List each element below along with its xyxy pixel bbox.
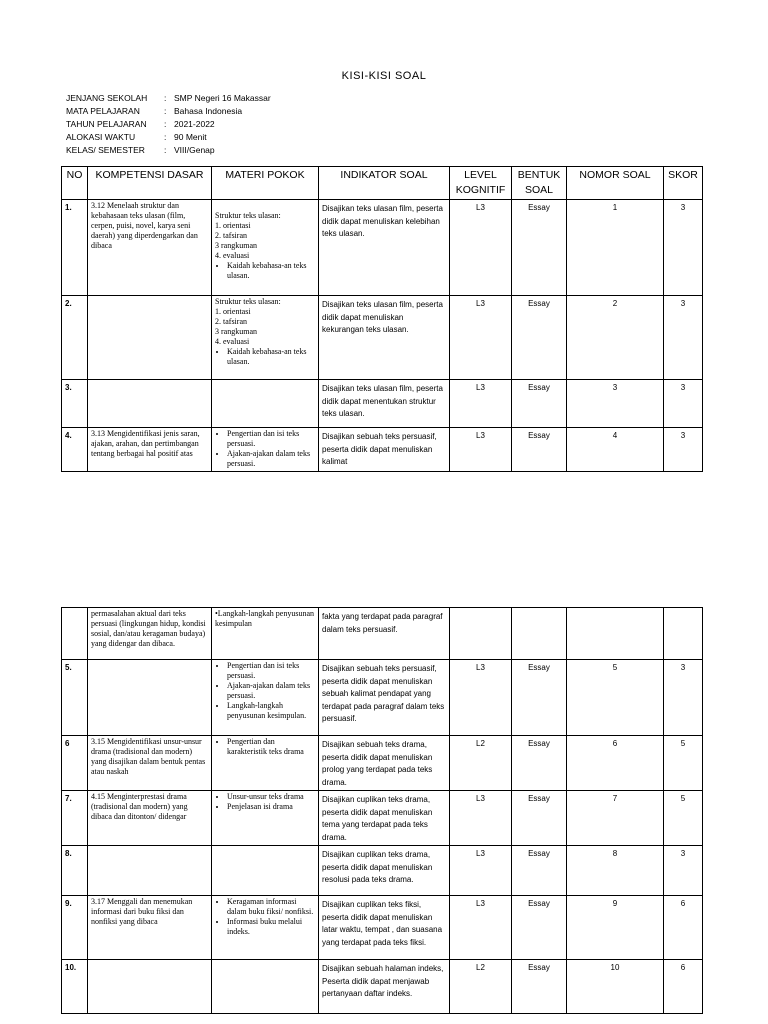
materi-bullet-list xyxy=(215,737,315,757)
materi-bullet: • Ajakan-ajakan dalam teks persuasi. xyxy=(227,681,315,701)
meta-value: VIII/Genap xyxy=(174,145,215,155)
table-row xyxy=(62,428,703,472)
cell-skor: 3 xyxy=(664,846,703,896)
table-row xyxy=(62,660,703,736)
materi-bullet: • Keragaman informasi dalam buku fiksi/ nonfiksi. xyxy=(227,897,315,917)
cell-level-kognitif: L3 xyxy=(450,896,512,960)
cell-indikator-soal: Disajikan sebuah teks persuasif, peserta didik dapat menuliskan kalimat xyxy=(319,428,450,472)
cell-skor: 3 xyxy=(664,428,703,472)
cell-nomor-soal: 10 xyxy=(567,960,664,1014)
header-bentuk-soal: BENTUK SOAL xyxy=(512,167,567,200)
cell-no: 4. xyxy=(62,428,88,472)
table-row xyxy=(62,846,703,896)
cell-no: 6 xyxy=(62,736,88,791)
cell-skor: 3 xyxy=(664,200,703,296)
meta-row xyxy=(66,105,271,118)
cell-materi-pokok xyxy=(212,380,319,428)
cell-kompetensi-dasar xyxy=(88,960,212,1014)
cell-bentuk-soal: Essay xyxy=(512,428,567,472)
kompetensi-dasar-text: 3.17 Menggali dan menemukan informasi dari buku fiksi dan nonfiksi yang dibaca xyxy=(91,897,193,926)
materi-heading: Struktur teks ulasan: xyxy=(215,297,281,306)
cell-level-kognitif: L3 xyxy=(450,380,512,428)
kompetensi-dasar-text: permasalahan aktual dari teks persuasi (lingkungan hidup, kondisi sosial, dan/atau keragaman budaya) yang didengar dan dibaca. xyxy=(91,609,206,648)
cell-kompetensi-dasar xyxy=(88,791,212,846)
materi-bullet-list xyxy=(215,261,315,281)
meta-label: TAHUN PELAJARAN xyxy=(66,119,147,129)
cell-kompetensi-dasar xyxy=(88,846,212,896)
header-no: NO xyxy=(62,167,88,200)
cell-bentuk-soal: Essay xyxy=(512,846,567,896)
cell-level-kognitif: L3 xyxy=(450,296,512,380)
materi-bullet-list xyxy=(215,792,315,812)
cell-nomor-soal: 6 xyxy=(567,736,664,791)
cell-materi-pokok xyxy=(212,896,319,960)
materi-bullet: • Pengertian dan karakteristik teks drama xyxy=(227,737,315,757)
cell-no: 3. xyxy=(62,380,88,428)
cell-bentuk-soal: Essay xyxy=(512,960,567,1014)
kompetensi-dasar-text: 3.15 Mengidentifikasi unsur-unsur drama (tradisional dan modern) yang disajikan dalam bentuk pentas atau naskah xyxy=(91,737,206,776)
cell-indikator-soal: Disajikan cuplikan teks drama, peserta didik dapat menuliskan tema yang terdapat pada teks drama. xyxy=(319,791,450,846)
kompetensi-dasar-text: 3.12 Menelaah struktur dan kebahasaan teks ulasan (film, cerpen, puisi, novel, karya seni daerah) yang diperdengarkan dan dibaca xyxy=(91,201,198,250)
cell-materi-pokok xyxy=(212,608,319,660)
cell-no: 8. xyxy=(62,846,88,896)
cell-skor: 6 xyxy=(664,960,703,1014)
header-level-kognitif: LEVEL KOGNITIF xyxy=(450,167,512,200)
meta-colon: : xyxy=(164,106,167,116)
cell-materi-pokok xyxy=(212,960,319,1014)
table-row xyxy=(62,200,703,296)
cell-skor: 6 xyxy=(664,896,703,960)
meta-label: ALOKASI WAKTU xyxy=(66,132,136,142)
header-nomor-soal: NOMOR SOAL xyxy=(567,167,664,200)
meta-row xyxy=(66,92,271,105)
cell-level-kognitif: L3 xyxy=(450,791,512,846)
meta-value: 2021-2022 xyxy=(174,119,215,129)
cell-level-kognitif xyxy=(450,608,512,660)
cell-nomor-soal xyxy=(567,608,664,660)
table-row xyxy=(62,608,703,660)
cell-no: 9. xyxy=(62,896,88,960)
cell-indikator-soal: Disajikan cuplikan teks fiksi, peserta didik dapat menuliskan latar waktu, tempat , dan suasana yang terdapat pada teks fiksi. xyxy=(319,896,450,960)
materi-bullet: • Ajakan-ajakan dalam teks persuasi. xyxy=(227,449,315,469)
meta-colon: : xyxy=(164,145,167,155)
materi-heading: Struktur teks ulasan: xyxy=(215,211,281,220)
cell-materi-pokok xyxy=(212,791,319,846)
materi-bullet: • Informasi buku melalui indeks. xyxy=(227,917,315,937)
cell-skor: 3 xyxy=(664,296,703,380)
cell-materi-pokok xyxy=(212,428,319,472)
kisi-kisi-table-page-1 xyxy=(61,166,703,472)
header-skor: SKOR xyxy=(664,167,703,200)
materi-line: 4. evaluasi xyxy=(215,337,250,346)
meta-label: JENJANG SEKOLAH xyxy=(66,93,148,103)
table-row xyxy=(62,380,703,428)
meta-colon: : xyxy=(164,119,167,129)
cell-bentuk-soal: Essay xyxy=(512,896,567,960)
cell-level-kognitif: L3 xyxy=(450,200,512,296)
kisi-kisi-table-page-2 xyxy=(61,607,703,1014)
materi-line: 3 rangkuman xyxy=(215,327,257,336)
cell-level-kognitif: L2 xyxy=(450,960,512,1014)
cell-level-kognitif: L3 xyxy=(450,846,512,896)
materi-bullet-list xyxy=(215,661,315,721)
cell-indikator-soal: Disajikan sebuah teks persuasif, peserta didik dapat menuliskan sebuah kalimat pendapat yang terdapat pada paragraf dalam teks persuasif. xyxy=(319,660,450,736)
cell-indikator-soal: Disajikan teks ulasan film, peserta didik dapat menuliskan kekurangan teks ulasan. xyxy=(319,296,450,380)
cell-kompetensi-dasar xyxy=(88,296,212,380)
materi-line: 2. tafsiran xyxy=(215,317,247,326)
cell-nomor-soal: 3 xyxy=(567,380,664,428)
kompetensi-dasar-text: 3.13 Mengidentifikasi jenis saran, ajakan, arahan, dan pertimbangan tentang berbagai hal positif atas xyxy=(91,429,200,458)
materi-line: 1. orientasi xyxy=(215,307,251,316)
cell-bentuk-soal: Essay xyxy=(512,296,567,380)
cell-level-kognitif: L2 xyxy=(450,736,512,791)
page-title: KISI-KISI SOAL xyxy=(341,70,427,82)
table-row xyxy=(62,960,703,1014)
meta-value: Bahasa Indonesia xyxy=(174,106,243,116)
cell-kompetensi-dasar xyxy=(88,736,212,791)
cell-kompetensi-dasar xyxy=(88,380,212,428)
materi-bullet: • Kaidah kebahasa-an teks ulasan. xyxy=(227,347,315,367)
cell-materi-pokok xyxy=(212,200,319,296)
cell-bentuk-soal: Essay xyxy=(512,660,567,736)
materi-bullet: • Langkah-langkah penyusunan kesimpulan. xyxy=(227,701,315,721)
cell-skor: 5 xyxy=(664,791,703,846)
cell-indikator-soal: Disajikan teks ulasan film, peserta didik dapat menentukan struktur teks ulasan. xyxy=(319,380,450,428)
materi-bullet: • Pengertian dan isi teks persuasi. xyxy=(227,661,315,681)
cell-bentuk-soal xyxy=(512,608,567,660)
document-meta xyxy=(66,92,271,157)
kompetensi-dasar-text: 4.15 Menginterprestasi drama (tradisional dan modern) yang dibaca dan ditonton/ didengar xyxy=(91,792,188,821)
table-row xyxy=(62,296,703,380)
cell-indikator-soal: Disajikan sebuah teks drama, peserta didik dapat menuliskan prolog yang terdapat pada teks drama. xyxy=(319,736,450,791)
cell-no xyxy=(62,608,88,660)
cell-no: 5. xyxy=(62,660,88,736)
table-row xyxy=(62,791,703,846)
cell-no: 7. xyxy=(62,791,88,846)
header-kompetensi-dasar: KOMPETENSI DASAR xyxy=(88,167,212,200)
cell-bentuk-soal: Essay xyxy=(512,200,567,296)
cell-indikator-soal: Disajikan teks ulasan film, peserta didik dapat menuliskan kelebihan teks ulasan. xyxy=(319,200,450,296)
cell-materi-pokok xyxy=(212,846,319,896)
materi-bullet-list xyxy=(215,429,315,469)
materi-bullet-list xyxy=(215,897,315,937)
cell-nomor-soal: 4 xyxy=(567,428,664,472)
cell-bentuk-soal: Essay xyxy=(512,736,567,791)
cell-skor: 3 xyxy=(664,660,703,736)
materi-bullet: • Kaidah kebahasa-an teks ulasan. xyxy=(227,261,315,281)
meta-colon: : xyxy=(164,93,167,103)
cell-indikator-soal: Disajikan cuplikan teks drama, peserta didik dapat menuliskan resolusi pada teks drama. xyxy=(319,846,450,896)
meta-row xyxy=(66,131,271,144)
materi-bullet: • Unsur-unsur teks drama xyxy=(227,792,315,802)
materi-bullet: • Penjelasan isi drama xyxy=(227,802,315,812)
table-row xyxy=(62,896,703,960)
meta-label: MATA PELAJARAN xyxy=(66,106,140,116)
materi-line: 2. tafsiran xyxy=(215,231,247,240)
cell-materi-pokok xyxy=(212,660,319,736)
meta-row xyxy=(66,144,271,157)
cell-kompetensi-dasar xyxy=(88,896,212,960)
meta-colon: : xyxy=(164,132,167,142)
cell-nomor-soal: 5 xyxy=(567,660,664,736)
header-indikator-soal: INDIKATOR SOAL xyxy=(319,167,450,200)
cell-indikator-soal: Disajikan sebuah halaman indeks, Peserta didik dapat menjawab pertanyaan daftar indeks. xyxy=(319,960,450,1014)
table-header-row xyxy=(62,167,703,200)
header-materi-pokok: MATERI POKOK xyxy=(212,167,319,200)
cell-materi-pokok xyxy=(212,296,319,380)
cell-nomor-soal: 9 xyxy=(567,896,664,960)
table-row xyxy=(62,736,703,791)
cell-kompetensi-dasar xyxy=(88,428,212,472)
cell-indikator-soal: fakta yang terdapat pada paragraf dalam teks persuasif. xyxy=(319,608,450,660)
cell-nomor-soal: 7 xyxy=(567,791,664,846)
cell-nomor-soal: 2 xyxy=(567,296,664,380)
cell-kompetensi-dasar xyxy=(88,608,212,660)
meta-row xyxy=(66,118,271,131)
meta-value: 90 Menit xyxy=(174,132,207,142)
cell-no: 10. xyxy=(62,960,88,1014)
cell-level-kognitif: L3 xyxy=(450,660,512,736)
cell-kompetensi-dasar xyxy=(88,200,212,296)
meta-label: KELAS/ SEMESTER xyxy=(66,145,145,155)
materi-line: 1. orientasi xyxy=(215,221,251,230)
cell-skor xyxy=(664,608,703,660)
cell-skor: 5 xyxy=(664,736,703,791)
materi-heading: •Langkah-langkah penyusunan kesimpulan xyxy=(215,609,314,628)
materi-bullet: • Pengertian dan isi teks persuasi. xyxy=(227,429,315,449)
cell-bentuk-soal: Essay xyxy=(512,380,567,428)
cell-materi-pokok xyxy=(212,736,319,791)
cell-level-kognitif: L3 xyxy=(450,428,512,472)
materi-line: 3 rangkuman xyxy=(215,241,257,250)
cell-nomor-soal: 8 xyxy=(567,846,664,896)
materi-line: 4. evaluasi xyxy=(215,251,250,260)
cell-skor: 3 xyxy=(664,380,703,428)
cell-kompetensi-dasar xyxy=(88,660,212,736)
cell-nomor-soal: 1 xyxy=(567,200,664,296)
cell-bentuk-soal: Essay xyxy=(512,791,567,846)
meta-value: SMP Negeri 16 Makassar xyxy=(174,93,271,103)
materi-bullet-list xyxy=(215,347,315,367)
cell-no: 1. xyxy=(62,200,88,296)
cell-no: 2. xyxy=(62,296,88,380)
